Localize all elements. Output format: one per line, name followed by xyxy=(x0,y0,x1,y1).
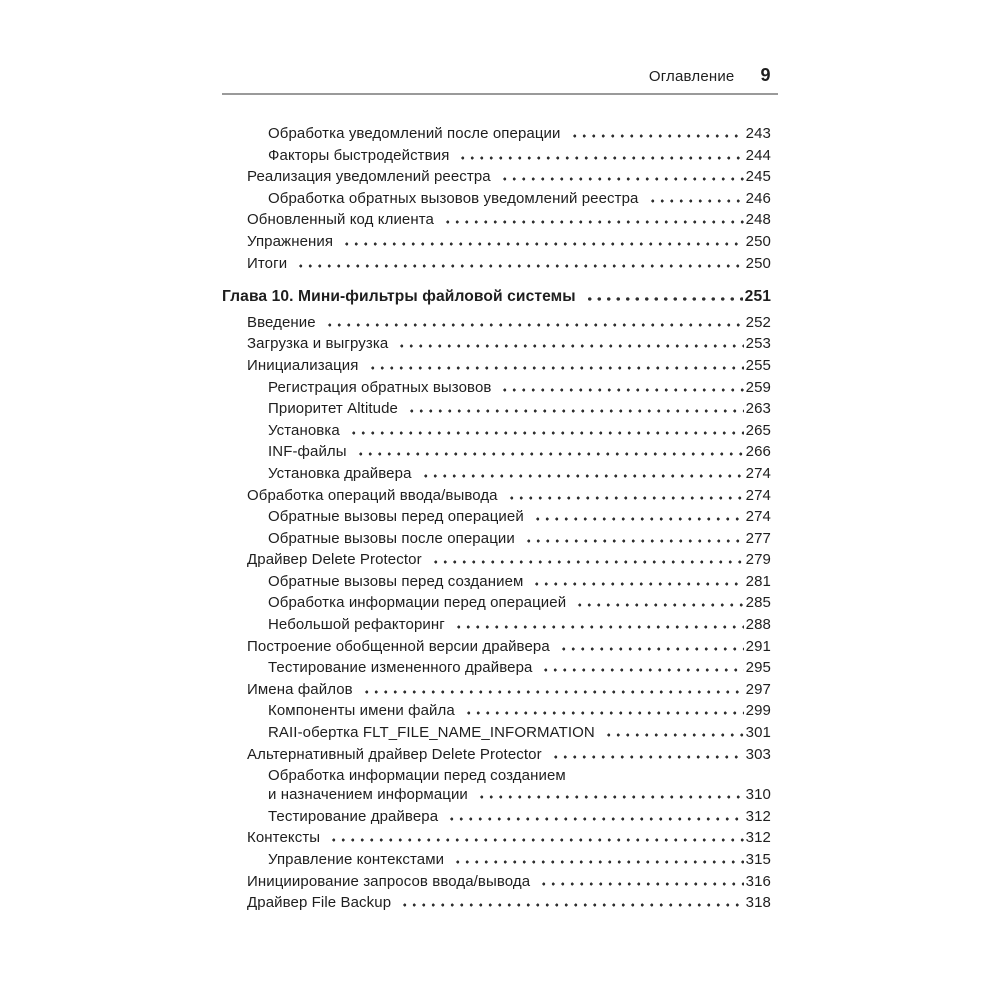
toc-entry xyxy=(222,255,778,277)
toc-entry xyxy=(222,335,778,357)
dot-leader xyxy=(568,134,744,138)
toc-entry-page: 315 xyxy=(745,851,771,868)
toc-entry xyxy=(222,379,778,401)
toc-entry-page: 244 xyxy=(745,146,771,164)
toc-entry xyxy=(222,530,778,552)
dot-leader xyxy=(354,452,744,456)
toc-list xyxy=(222,125,778,916)
toc-entry-title: Приоритет Altitude xyxy=(268,400,398,418)
toc-entry xyxy=(222,724,778,746)
toc-entry-page: 243 xyxy=(745,125,771,142)
dot-leader xyxy=(456,156,743,160)
dot-leader xyxy=(573,603,743,607)
toc-entry-title: Управление контекстами xyxy=(268,851,445,868)
toc-entry xyxy=(222,357,778,379)
toc-entry-page: 312 xyxy=(745,829,771,847)
toc-entry-title: Регистрация обратных вызовов xyxy=(268,378,492,396)
toc-entry-title: Построение обобщенной версии драйвера xyxy=(247,637,550,655)
dot-leader xyxy=(445,817,744,821)
toc-entry-title: Альтернативный драйвер Delete Protector xyxy=(247,745,542,763)
dot-leader xyxy=(441,220,744,224)
toc-entry-title: Тестирование измененного драйвера xyxy=(268,659,533,677)
toc-entry-title: Компоненты имени файла xyxy=(268,702,455,720)
page-header xyxy=(222,66,778,95)
dot-leader xyxy=(557,647,744,651)
toc-entry-title: Факторы быстродействия xyxy=(268,146,450,164)
dot-leader xyxy=(646,199,744,203)
toc-entry xyxy=(222,465,778,487)
dot-leader xyxy=(405,409,744,413)
toc-entry-title: Установка драйвера xyxy=(268,464,412,482)
toc-entry-page: 316 xyxy=(745,872,771,890)
header-title: Оглавление xyxy=(648,68,735,85)
toc-entry xyxy=(222,894,778,916)
dot-leader xyxy=(452,625,744,629)
dot-leader xyxy=(323,323,744,327)
dot-leader xyxy=(522,539,744,543)
toc-entry-title: Обновленный код клиента xyxy=(247,211,434,229)
toc-entry-page: 250 xyxy=(745,254,771,272)
toc-chapter-entry xyxy=(222,288,778,310)
toc-entry xyxy=(222,168,778,190)
toc-entry-title-continuation: и назначением информации xyxy=(268,786,468,804)
dot-leader xyxy=(530,582,743,586)
header-page-number: 9 xyxy=(760,65,771,85)
dot-leader xyxy=(498,177,744,181)
dot-leader xyxy=(602,733,744,737)
toc-entry xyxy=(222,551,778,573)
dot-leader xyxy=(395,344,743,348)
toc-entry-page: 248 xyxy=(745,211,771,229)
toc-entry xyxy=(222,125,778,147)
toc-entry xyxy=(222,829,778,851)
toc-entry-title: Обработка информации перед созданием xyxy=(268,767,566,785)
toc-entry-title: Драйвер Delete Protector xyxy=(247,551,422,569)
toc-entry xyxy=(222,233,778,255)
toc-entry-title: Небольшой рефакторинг xyxy=(268,616,445,634)
toc-entry-page: 295 xyxy=(745,659,771,677)
toc-entry-title: Обратные вызовы после операции xyxy=(268,529,515,547)
toc-entry-title: Обработка операций ввода/вывода xyxy=(247,486,498,504)
dot-leader xyxy=(360,690,744,694)
dot-leader xyxy=(462,711,744,715)
toc-entry-page: 252 xyxy=(745,313,771,331)
toc-entry xyxy=(222,443,778,465)
toc-entry xyxy=(222,190,778,212)
toc-entry-page: 281 xyxy=(745,572,771,590)
toc-entry xyxy=(222,573,778,595)
toc-entry xyxy=(222,487,778,509)
toc-entry-page: 251 xyxy=(744,288,771,306)
toc-entry-title: Обработка обратных вызовов уведомлений реестра xyxy=(268,189,639,207)
dot-leader xyxy=(475,795,744,799)
toc-entry-page: 312 xyxy=(745,807,771,825)
toc-entry-page: 279 xyxy=(745,551,771,569)
toc-entry-page: 291 xyxy=(745,637,771,655)
toc-entry-title: INF-файлы xyxy=(268,443,347,461)
toc-entry-page: 277 xyxy=(745,529,771,547)
toc-entry xyxy=(222,616,778,638)
toc-entry-page: 253 xyxy=(745,335,771,353)
toc-entry-title: Инициирование запросов ввода/вывода xyxy=(247,872,531,890)
toc-entry xyxy=(222,211,778,233)
toc-entry-page: 245 xyxy=(745,168,771,186)
dot-leader xyxy=(498,388,743,392)
toc-entry-page: 303 xyxy=(745,745,771,763)
toc-entry-title: Обработка уведомлений после операции xyxy=(268,125,561,142)
dot-leader xyxy=(429,560,744,564)
toc-entry xyxy=(222,702,778,724)
toc-entry-title: Глава 10. Мини-фильтры файловой системы xyxy=(222,288,576,306)
toc-entry-title: Тестирование драйвера xyxy=(268,807,439,825)
toc-entry-title: Реализация уведомлений реестра xyxy=(247,168,491,186)
dot-leader xyxy=(539,668,743,672)
toc-entry-title: RAII-обертка FLT_FILE_NAME_INFORMATION xyxy=(268,724,595,742)
toc-entry xyxy=(222,508,778,530)
toc-entry xyxy=(222,594,778,616)
toc-entry-page: 297 xyxy=(745,680,771,698)
toc-entry xyxy=(222,808,778,830)
toc-entry-title: Контексты xyxy=(247,829,321,847)
dot-leader xyxy=(366,366,744,370)
toc-entry-title: Итоги xyxy=(247,254,288,272)
toc-entry-page: 318 xyxy=(745,894,771,912)
toc-entry xyxy=(222,638,778,660)
toc-entry xyxy=(222,873,778,895)
toc-entry-title: Драйвер File Backup xyxy=(247,894,392,912)
toc-entry-title: Установка xyxy=(268,421,340,439)
dot-leader xyxy=(347,431,744,435)
dot-leader xyxy=(327,838,743,842)
toc-entry-page: 250 xyxy=(745,232,771,250)
toc-entry-page: 265 xyxy=(745,421,771,439)
toc-entry-page: 285 xyxy=(745,594,771,612)
toc-entry-title: Введение xyxy=(247,313,316,331)
dot-leader xyxy=(294,264,743,268)
toc-entry-title: Упражнения xyxy=(247,232,334,250)
toc-entry xyxy=(222,147,778,169)
dot-leader xyxy=(531,517,744,521)
page-content xyxy=(222,66,778,916)
toc-entry-page: 274 xyxy=(745,486,771,504)
toc-entry-title: Обратные вызовы перед операцией xyxy=(268,508,524,526)
toc-entry-page: 301 xyxy=(745,724,771,742)
dot-leader xyxy=(583,297,743,301)
toc-entry-page: 259 xyxy=(745,378,771,396)
toc-entry xyxy=(222,659,778,681)
toc-entry-page: 274 xyxy=(745,508,771,526)
toc-entry xyxy=(222,422,778,444)
toc-entry-page: 255 xyxy=(745,356,771,374)
dot-leader xyxy=(537,882,744,886)
toc-entry-page: 274 xyxy=(745,464,771,482)
dot-leader xyxy=(505,496,744,500)
toc-entry xyxy=(222,314,778,336)
toc-entry-title: Обработка информации перед операцией xyxy=(268,594,567,612)
toc-entry-page: 299 xyxy=(745,702,771,720)
dot-leader xyxy=(549,755,744,759)
toc-entry-title: Инициализация xyxy=(247,356,359,374)
toc-entry-title: Обратные вызовы перед созданием xyxy=(268,572,524,590)
toc-entry-line2 xyxy=(222,786,778,808)
toc-entry xyxy=(222,851,778,873)
toc-entry-page: 266 xyxy=(745,443,771,461)
toc-entry xyxy=(222,400,778,422)
toc-entry-page: 263 xyxy=(745,400,771,418)
dot-leader xyxy=(398,903,744,907)
dot-leader xyxy=(419,474,744,478)
dot-leader xyxy=(340,242,744,246)
toc-entry-page: 310 xyxy=(745,786,771,804)
toc-entry xyxy=(222,746,778,768)
dot-leader xyxy=(451,860,744,864)
toc-entry-title: Загрузка и выгрузка xyxy=(247,335,389,353)
toc-entry-page: 246 xyxy=(745,189,771,207)
toc-entry-line1 xyxy=(222,767,778,786)
toc-entry xyxy=(222,681,778,703)
toc-entry-title: Имена файлов xyxy=(247,680,353,698)
toc-entry-page: 288 xyxy=(745,616,771,634)
